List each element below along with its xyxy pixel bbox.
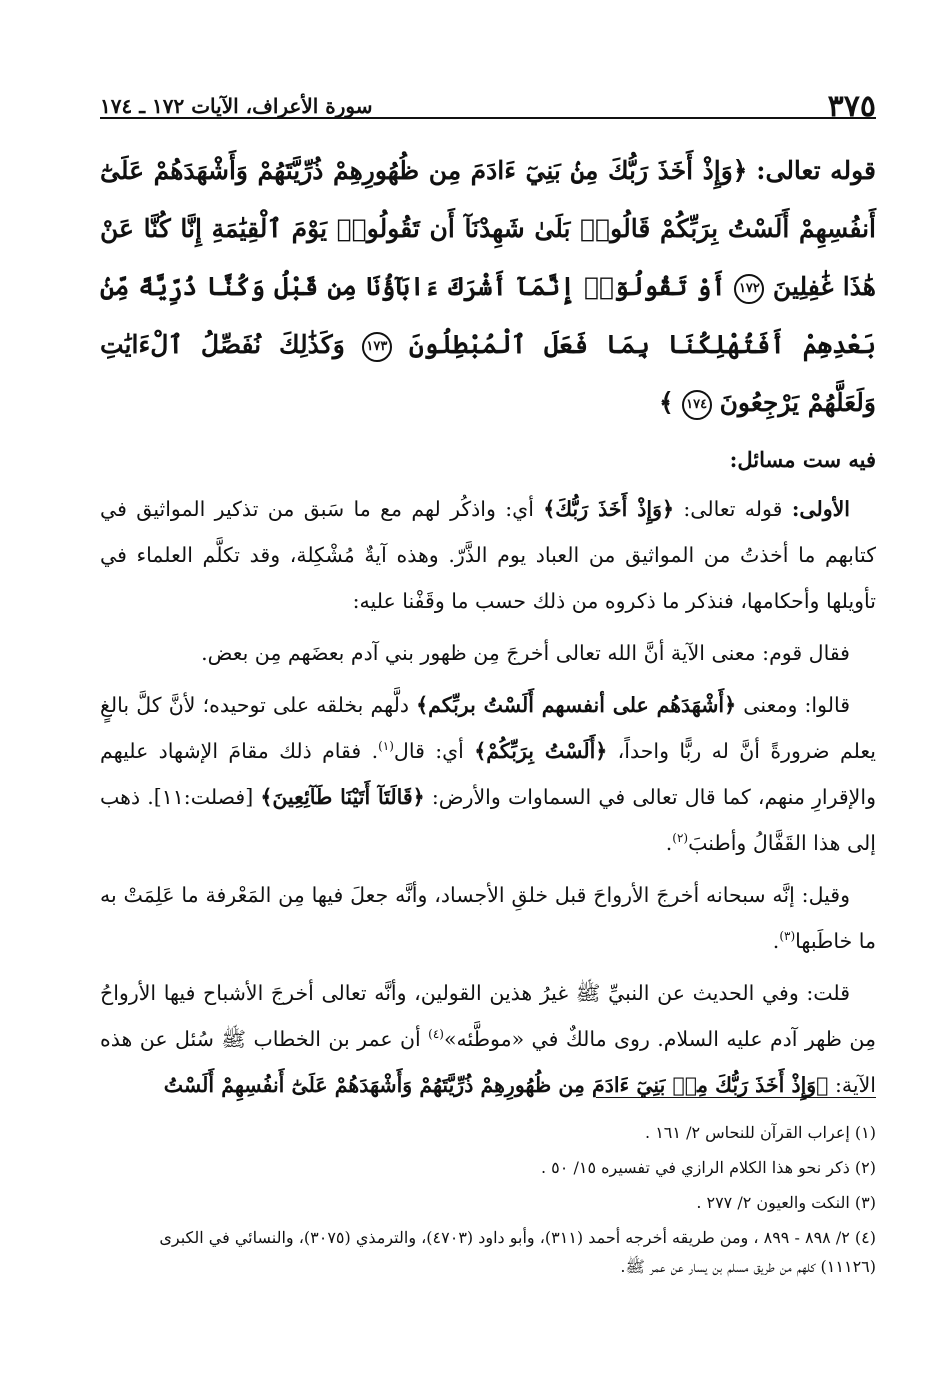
quran-verse-block — [100, 142, 876, 432]
footnote-1: (١) إعراب القرآن للنحاس ٢/ ١٦١ . — [645, 1123, 876, 1142]
quran-quote: ﴿وَإِذْ أَخَذَ رَبُّكَ مِنۢ بَنِيٓ ءَادَمَ مِن ظُهُورِهِمْ ذُرِّيَّتَهُمْ وَأَشْهَدَهُمْ عَلَىٰٓ أَنفُسِهِمْ أَلَسْتُ — [163, 1073, 829, 1097]
quran-quote: ﴿أَشْهَدَهُم على أنفسهم أَلَسْتُ بربِّكم﴾ — [416, 693, 737, 717]
paragraph-text: . — [772, 929, 780, 953]
paragraph-text: أي: قال — [393, 739, 475, 763]
footnote-4: (٤) ٢/ ٨٩٨ - ٨٩٩ ، ومن طريقه أخرجه أحمد (٣١١)، وأبو داود (٤٧٠٣)، والترمذي (٣٠٧٥)، والنسائي في الكبرى (١١١٢٦) كلهم من طريق مسلم بن يسار عن عمر ﷺ. — [159, 1228, 876, 1276]
footnote-ref[interactable]: (١) — [378, 739, 394, 754]
header-rule — [100, 117, 876, 119]
footnote-rule — [596, 1097, 876, 1098]
paragraph-first-issue — [100, 486, 876, 624]
ayah-number-mark: ١٧٤ — [682, 390, 712, 420]
paragraph-text: [فصلت:١١]. ذهب إلى هذا القَفَّالُ وأطنبَ — [100, 785, 876, 855]
paragraph-text: دلَّهم بخلقه على توحيده؛ لأنَّ كلَّ بالغٍ يعلم ضرورةً أنَّ له ربًّا واحداً، — [100, 693, 876, 763]
paragraph-first-opinion: فقال قوم: معنى الآية أنَّ الله تعالى أخرجَ مِن ظهور بني آدم بعضَهم مِن بعض. — [201, 641, 850, 665]
paragraph-text: . — [665, 831, 673, 855]
issue-label: الأولى: — [791, 497, 850, 521]
verse-text-174: وَكَذَٰلِكَ نُفَصِّلُ ٱلْءَايَٰتِ وَلَعَلَّهُمْ يَرْجِعُونَ — [100, 330, 876, 417]
verse-text-173: أَوْ تَقُولُوٓا۟ إِنَّمَآ أَشْرَكَ ءَابَآؤُنَا مِن قَبْلُ وَكُنَّا ذُرِّيَّةً مِّنۢ بَعْدِهِمْ أَفَتُهْلِكُنَا بِمَا فَعَلَ ٱلْمُبْطِلُونَ — [100, 272, 877, 359]
ayah-number-mark: ١٧٣ — [362, 332, 392, 362]
paragraph-text: . فقام ذلك مقامَ الإشهاد عليهم والإقرارِ منهم، كما قال تعالى في السماوات والأرض: — [100, 739, 876, 809]
chapter-title: سورة الأعراف، الآيات ١٧٢ ـ ١٧٤ — [100, 94, 373, 118]
page-number: ٣٧٥ — [827, 89, 876, 124]
paragraph-text: أي: واذكُر لهم مع ما سَبق من تذكير المواثيق في كتابهم ما أخذتُ من المواثيق من العباد يوم الذَّرّ. وهذه آيةٌ مُشْكِلة، وقد تكلَّم العلماء في تأويلها وأحكامها، فنذكر ما ذكروه من ذلك حسب ما وقَفْنا عليه: — [100, 497, 876, 613]
footnote-ref[interactable]: (٣) — [779, 929, 796, 944]
footnote-2: (٢) ذكر نحو هذا الكلام الرازي في تفسيره ١٥/ ٥٠ . — [541, 1158, 876, 1177]
section-intro: فيه ست مسائل: — [729, 447, 876, 472]
body-text — [100, 142, 876, 1114]
quran-quote: ﴿وَإِذْ أَخَذَ رَبُّكَ﴾ — [543, 497, 674, 521]
quran-quote: ﴿قَالَتَآ أَتَيْنَا طَآئِعِينَ﴾ — [260, 785, 425, 809]
verse-label: قوله تعالى: — [756, 156, 876, 185]
paragraph-second-opinion — [100, 872, 876, 964]
paragraph-text: أن عمر بن الخطاب ﷺ سُئل عن هذه الآية: — [100, 1027, 876, 1097]
footnote-3: (٣) النكت والعيون ٢/ ٢٧٧ . — [696, 1193, 876, 1212]
verse-close-bracket: ﴾ — [659, 388, 674, 417]
footnote-ref[interactable]: (٤) — [428, 1027, 444, 1042]
paragraph-text: قالوا: ومعنى — [736, 693, 850, 717]
paragraph-text: قوله تعالى: — [674, 497, 792, 521]
ayah-number-mark: ١٧٢ — [734, 274, 764, 304]
paragraph-explanation — [100, 682, 876, 866]
quran-quote: ﴿أَلَسْتُ بِرَبِّكُمْ﴾ — [474, 739, 608, 763]
paragraph-text: وقيل: إنَّه سبحانه أخرجَ الأرواحَ قبل خلقِ الأجساد، وأنَّه جعلَ فيها مِن المَعْرفة ما عَلِمَتْ به ما خاطَبها — [100, 883, 876, 953]
running-header — [100, 70, 876, 122]
footnote-ref[interactable]: (٢) — [672, 831, 689, 846]
footnotes — [100, 1118, 876, 1287]
paragraph-text: قلت: وفي الحديث عن النبيِّ ﷺ غيرُ هذين القولين، وأنَّه تعالى أخرجَ الأشباح فيها الأرواحُ مِن ظهر آدم عليه السلام. روى مالكٌ في «موطَّئه» — [100, 981, 876, 1051]
paragraph-author-view — [100, 970, 876, 1108]
verse-text-172: ﴿وَإِذْ أَخَذَ رَبُّكَ مِنۢ بَنِيٓ ءَادَمَ مِن ظُهُورِهِمْ ذُرِّيَّتَهُمْ وَأَشْهَدَهُمْ عَلَىٰٓ أَنفُسِهِمْ أَلَسْتُ بِرَبِّكُمْ قَالُوا۟ بَلَىٰ شَهِدْنَآ أَن تَقُولُوا۟ يَوْمَ ٱلْقِيَٰمَةِ إِنَّا كُنَّا عَنْ هَٰذَا غَٰفِلِينَ — [100, 156, 876, 301]
